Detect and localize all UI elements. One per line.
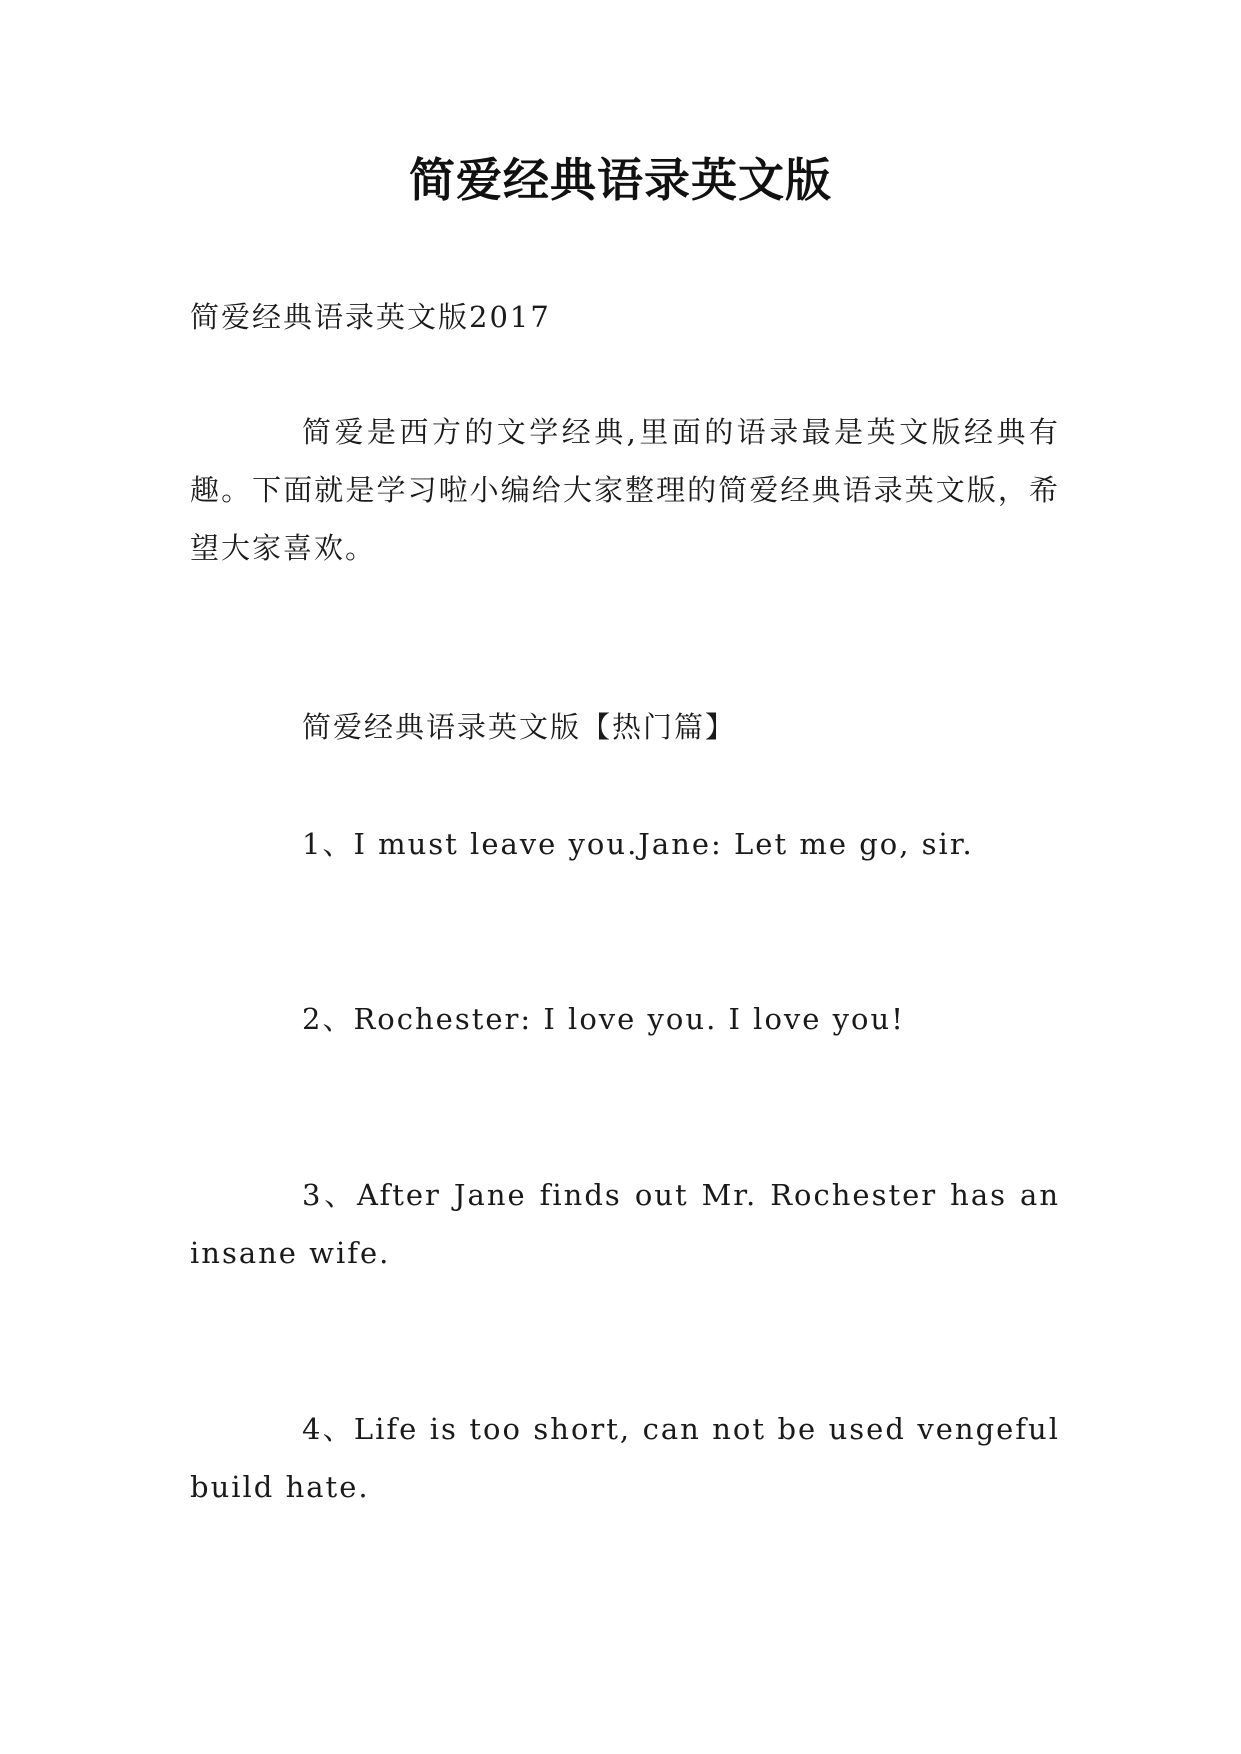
quote-item: 1、I must leave you.Jane: Let me go, sir. <box>302 827 974 861</box>
document-title: 简爱经典语录英文版 <box>409 153 832 207</box>
quote-item: 4、Life is too short, can not be used vengeful build hate. <box>190 1412 1060 1504</box>
intro-paragraph: 简爱是西方的文学经典,里面的语录最是英文版经典有趣。下面就是学习啦小编给大家整理的简爱经典语录英文版，希望大家喜欢。 <box>190 415 1060 565</box>
quote-item: 2、Rochester: I love you. I love you! <box>302 1002 905 1036</box>
document-subtitle: 简爱经典语录英文版2017 <box>190 300 551 334</box>
quote-item: 3、After Jane finds out Mr. Rochester has an insane wife. <box>190 1178 1060 1270</box>
section-heading: 简爱经典语录英文版【热门篇】 <box>302 710 737 744</box>
